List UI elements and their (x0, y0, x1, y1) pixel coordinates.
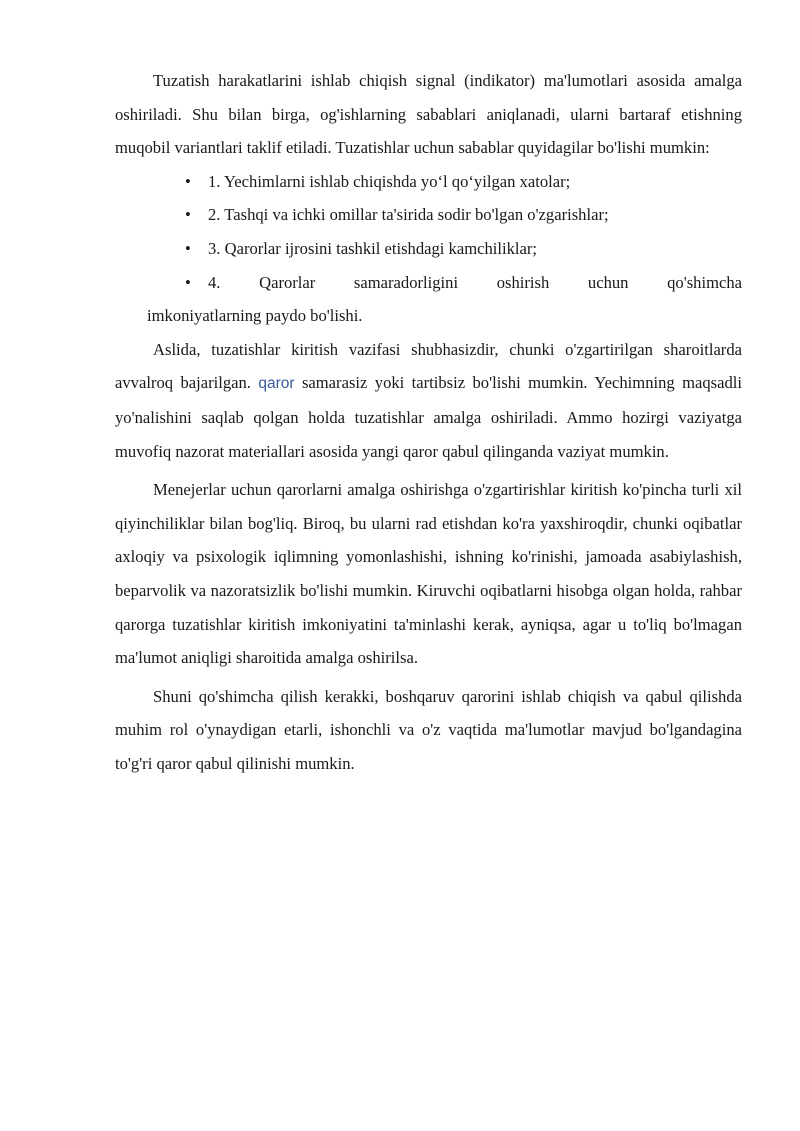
list-item (115, 165, 742, 199)
bullet-icon: • (185, 205, 191, 225)
document-page (115, 64, 742, 780)
list-item-text: 1. Yechimlarni ishlab chiqishda yo‘l qo‘yilgan xatolar; (208, 171, 571, 191)
paragraph-managers: Menejerlar uchun qarorlarni amalga oshirishga o'zgartirishlar kiritish ko'pincha turli xil qiyinchiliklar bilan bog'liq. Biroq, bu ularni rad etishdan ko'ra yaxshiroqdir, chunki oqibatlar axloqiy va psixologik iqlimning yomonlashishi, ishning ko'rinishi, jamoada asabiylashish, beparvolik va nazoratsizlik bo'lishi mumkin. Kiruvchi oqibatlarni hisobga olgan holda, rahbar qarorga tuzatishlar kiritish imkoniyatini ta'minlashi kerak, ayniqsa, agar u to'liq bo'lmagan ma'lumot aniqligi sharoitida amalga oshirilsa. (115, 480, 742, 668)
list-item (115, 266, 742, 300)
list-item-text: 4. Qarorlar samaradorligini oshirish uchun qo'shimcha (208, 272, 742, 292)
bullet-icon: • (185, 238, 191, 258)
paragraph-text: samarasiz yoki tartibsiz bo'lishi mumkin. Yechimning maqsadli yo'nalishini saqlab qolgan holda tuzatishlar amalga oshiriladi. Ammo hozirgi vaziyatga muvofiq nazorat materiallari asosida yangi qaror qabul qilinganda vaziyat mumkin. (115, 373, 742, 461)
paragraph-conclusion: Shuni qo'shimcha qilish kerakki, boshqaruv qarorini ishlab chiqish va qabul qilishda muhim rol o'ynaydigan etarli, ishonchli va o'z vaqtida ma'lumotlar mavjud bo'lgandagina to'g'ri qaror qabul qilinishi mumkin. (115, 686, 742, 773)
list-item-text: imkoniyatlarning paydo bo'lishi. (147, 306, 363, 326)
list-item-text: 2. Tashqi va ichki omillar ta'sirida sodir bo'lgan o'zgarishlar; (208, 205, 609, 225)
bullet-icon: • (185, 171, 191, 191)
list-item-text: 3. Qarorlar ijrosini tashkil etishdagi kamchiliklar; (208, 238, 538, 258)
reasons-list (115, 165, 742, 333)
qaror-link[interactable]: qaror (258, 375, 295, 393)
list-item (115, 198, 742, 232)
list-item (115, 232, 742, 266)
bullet-icon: • (185, 272, 191, 292)
list-item-continuation (115, 299, 742, 333)
paragraph-text: Aslida, tuzatishlar kiritish vazifasi shubhasizdir, chunki o'zgartirilgan sharoitlarda avvalroq bajarilgan. (115, 339, 742, 393)
paragraph-intro: Tuzatish harakatlarini ishlab chiqish signal (indikator) ma'lumotlari asosida amalga oshiriladi. Shu bilan birga, og'ishlarning sabablari aniqlanadi, ularni bartaraf etishning muqobil variantlari taklif etiladi. Tuzatishlar uchun sabablar quyidagilar bo'lishi mumkin: (115, 71, 742, 158)
paragraph-corrections (115, 333, 742, 468)
